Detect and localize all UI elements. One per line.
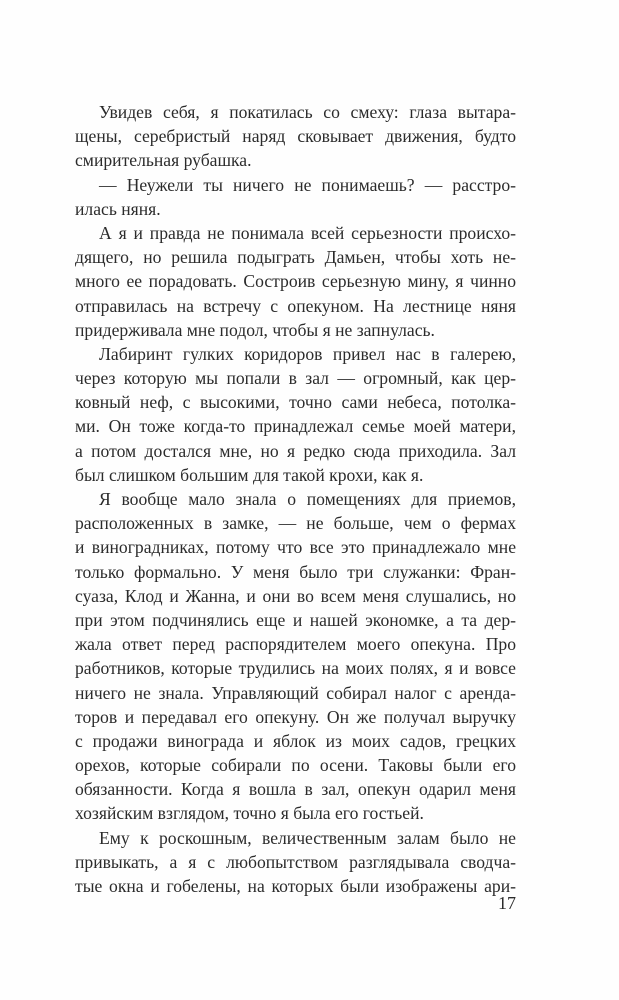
- text-line: был слишком большим для такой крохи, как я.: [75, 464, 424, 485]
- paragraph: [75, 826, 516, 899]
- text-line: обязанности. Когда я вошла в зал, опекун одарил меня: [75, 779, 516, 800]
- text-line: через которую мы попали в зал — огромный, как цер-: [75, 368, 516, 389]
- text-line: дящего, но решила подыграть Дамьен, чтобы хоть не-: [75, 247, 516, 268]
- text-line: Я вообще мало знала о помещениях для приемов,: [99, 489, 516, 509]
- text-line: А я и правда не понимала всей серьезности происхо-: [99, 222, 516, 243]
- text-line: тые окна и гобелены, на которых были изображены ари-: [75, 876, 516, 896]
- text-line: суаза, Клод и Жанна, и они во всем меня слушались, но: [75, 585, 516, 606]
- text-line: только формально. У меня было три служанки: Фран-: [75, 561, 516, 582]
- text-line: ми. Он тоже когда-то принадлежал семье моей матери,: [75, 416, 516, 437]
- text-line: расположенных в замке, — не больше, чем о фермах: [75, 513, 516, 534]
- page-number: 17: [498, 893, 516, 913]
- paragraph: [75, 173, 516, 221]
- text-line: смирительная рубашка.: [75, 150, 252, 171]
- text-line: отправилась на встречу с опекуном. На лестнице няня: [75, 295, 516, 316]
- text-line: а потом достался мне, но я редко сюда приходила. Зал: [75, 440, 516, 461]
- text-line: и виноградниках, потому что все это принадлежало мне: [75, 537, 516, 558]
- text-line: ковный неф, с высокими, точно сами небеса, потолка-: [75, 392, 516, 413]
- paragraph: [75, 342, 516, 487]
- text-line: — Неужели ты ничего не понимаешь? — расстро-: [99, 174, 516, 195]
- text-line: илась няня.: [75, 198, 161, 219]
- text-line: много ее порадовать. Состроив серьезную мину, я чинно: [75, 271, 516, 292]
- text-line: привыкать, а я с любопытством разглядывала сводча-: [75, 851, 516, 872]
- paragraph: [75, 100, 516, 173]
- text-line: жала ответ перед распорядителем моего опекуна. Про: [75, 634, 516, 655]
- paragraph: [75, 487, 516, 826]
- text-line: придерживала мне подол, чтобы я не запнулась.: [75, 319, 435, 340]
- text-line: при этом подчинялись еще и нашей экономке, а та дер-: [75, 609, 516, 630]
- text-line: с продажи винограда и яблок из моих садов, грецких: [75, 730, 516, 751]
- text-line: Увидев себя, я покатилась со смеху: глаза вытара-: [99, 102, 516, 122]
- text-line: Ему к роскошным, величественным залам было не: [99, 827, 516, 848]
- body-text: [75, 100, 516, 898]
- paragraph: [75, 221, 516, 342]
- text-line: работников, которые трудились на моих полях, я и вовсе: [75, 658, 516, 679]
- text-line: ничего не знала. Управляющий собирал налог с аренда-: [75, 682, 516, 703]
- text-line: хозяйским взглядом, точно я была его гостьей.: [75, 803, 424, 824]
- text-line: орехов, которые собирали по осени. Таковы были его: [75, 755, 516, 776]
- text-line: Лабиринт гулких коридоров привел нас в галерею,: [99, 343, 516, 364]
- text-line: торов и передавал его опекуну. Он же получал выручку: [75, 706, 516, 727]
- text-line: щены, серебристый наряд сковывает движения, будто: [75, 126, 516, 147]
